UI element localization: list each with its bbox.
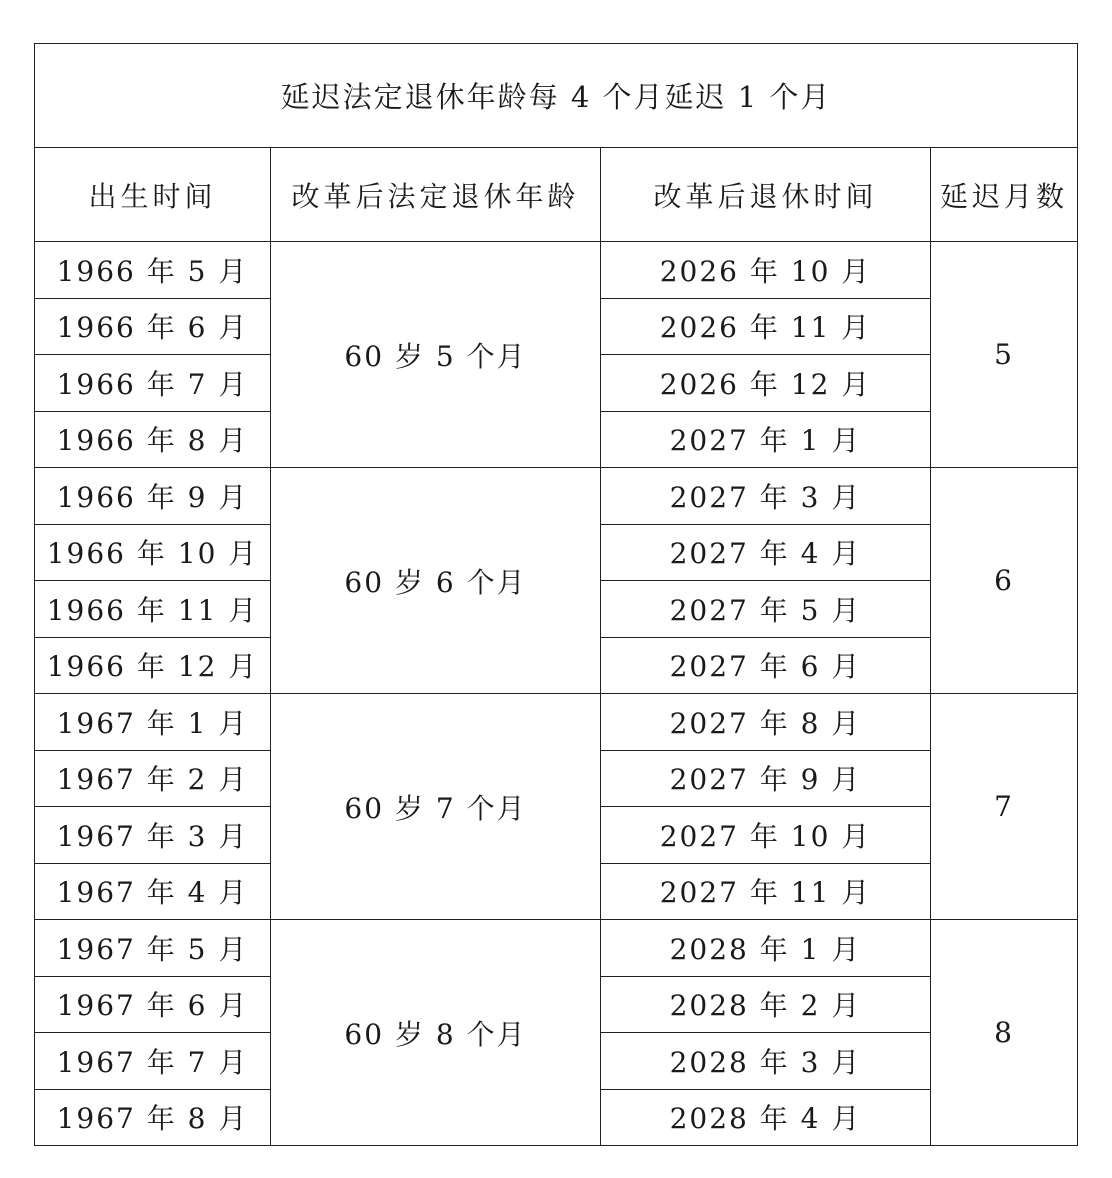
birth-time-cell: 1966 年 11 月 [35,581,271,638]
table-row [35,468,1078,525]
title-part: 1 [737,80,759,114]
header-row [35,148,1078,242]
title-part: 个月延迟 [602,80,727,114]
retirement-time-cell: 2027 年 6 月 [601,637,931,694]
birth-time-cell: 1966 年 5 月 [35,242,271,299]
birth-time-cell: 1966 年 8 月 [35,411,271,468]
retirement-delay-table [34,43,1078,1146]
table-row [35,694,1078,751]
retirement-time-cell: 2028 年 3 月 [601,1033,931,1090]
retirement-time-cell: 2027 年 4 月 [601,524,931,581]
birth-time-cell: 1966 年 12 月 [35,637,271,694]
delay-months-cell: 8 [931,920,1078,1146]
delay-months-cell: 6 [931,468,1078,694]
header-birth-time: 出生时间 [35,148,271,242]
table-row [35,920,1078,977]
birth-time-cell: 1966 年 7 月 [35,355,271,412]
header-retirement-time: 改革后退休时间 [601,148,931,242]
retirement-age-cell: 60 岁 5 个月 [271,242,601,468]
title-part: 个月 [769,80,832,114]
retirement-time-cell: 2027 年 8 月 [601,694,931,751]
birth-time-cell: 1967 年 3 月 [35,807,271,864]
title-row [35,44,1078,148]
retirement-time-cell: 2028 年 1 月 [601,920,931,977]
birth-time-cell: 1966 年 9 月 [35,468,271,525]
retirement-time-cell: 2027 年 10 月 [601,807,931,864]
birth-time-cell: 1967 年 6 月 [35,976,271,1033]
birth-time-cell: 1967 年 8 月 [35,1089,271,1146]
table-title [35,44,1078,148]
table-row [35,242,1078,299]
retirement-time-cell: 2026 年 10 月 [601,242,931,299]
retirement-time-cell: 2028 年 4 月 [601,1089,931,1146]
header-retirement-age: 改革后法定退休年龄 [271,148,601,242]
retirement-time-cell: 2027 年 11 月 [601,863,931,920]
birth-time-cell: 1967 年 4 月 [35,863,271,920]
retirement-time-cell: 2027 年 1 月 [601,411,931,468]
retirement-time-cell: 2027 年 5 月 [601,581,931,638]
birth-time-cell: 1966 年 10 月 [35,524,271,581]
delay-months-cell: 7 [931,694,1078,920]
birth-time-cell: 1967 年 7 月 [35,1033,271,1090]
retirement-time-cell: 2027 年 3 月 [601,468,931,525]
delay-months-cell: 5 [931,242,1078,468]
birth-time-cell: 1967 年 1 月 [35,694,271,751]
retirement-age-cell: 60 岁 6 个月 [271,468,601,694]
retirement-time-cell: 2026 年 12 月 [601,355,931,412]
birth-time-cell: 1966 年 6 月 [35,298,271,355]
retirement-time-cell: 2026 年 11 月 [601,298,931,355]
retirement-age-cell: 60 岁 8 个月 [271,920,601,1146]
birth-time-cell: 1967 年 5 月 [35,920,271,977]
retirement-age-cell: 60 岁 7 个月 [271,694,601,920]
title-part: 4 [570,80,592,114]
birth-time-cell: 1967 年 2 月 [35,750,271,807]
retirement-time-cell: 2028 年 2 月 [601,976,931,1033]
retirement-time-cell: 2027 年 9 月 [601,750,931,807]
title-part: 延迟法定退休年龄每 [280,80,560,114]
header-delay-months: 延迟月数 [931,148,1078,242]
